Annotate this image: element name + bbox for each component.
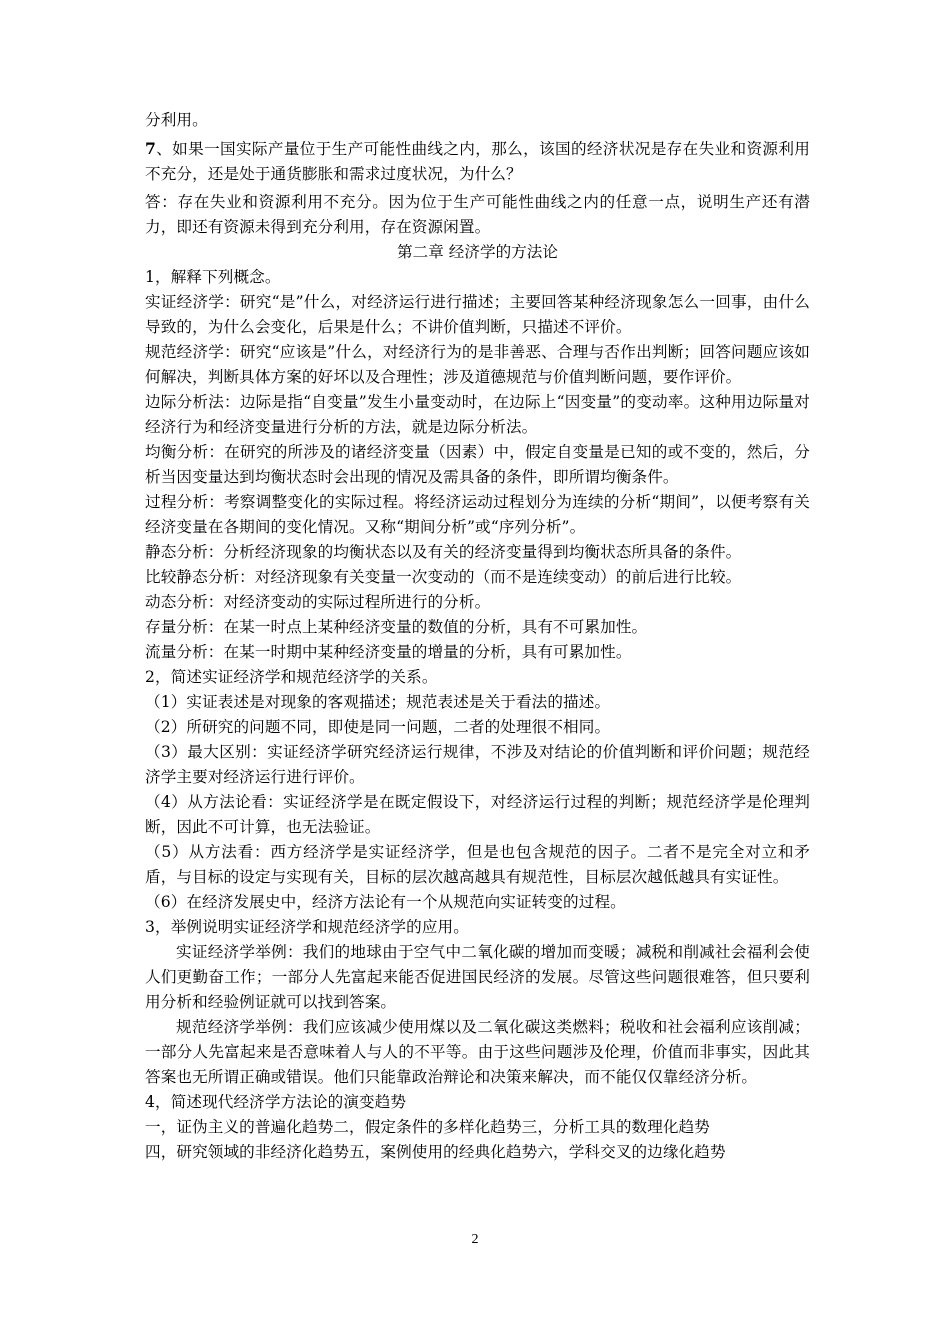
definition-flow-analysis: 流量分析：在某一时期中某种经济变量的增量的分析，具有可累加性。 — [145, 643, 632, 661]
definition-comparative-static: 比较静态分析：对经济现象有关变量一次变动的（而不是连续变动）的前后进行比较。 — [145, 568, 742, 586]
continuation-line: 分利用。 — [145, 111, 208, 129]
chapter-title: 第二章 经济学的方法论 — [397, 243, 558, 261]
definition-positive-economics: 实证经济学：研究“是”什么，对经济运行进行描述；主要回答某种经济现象怎么一回事，由什么导致的，为什么会变化，后果是什么；不讲价值判断，只描述不评价。 — [145, 293, 810, 336]
definition-static-analysis: 静态分析：分析经济现象的均衡状态以及有关的经济变量得到均衡状态所具备的条件。 — [145, 543, 742, 561]
definition-process-analysis: 过程分析：考察调整变化的实际过程。将经济运动过程划分为连续的分析“期间”，以便考察有关经济变量在各期间的变化情况。又称“期间分析”或“序列分析”。 — [145, 493, 810, 536]
relation-item: （4）从方法论看：实证经济学是在既定假设下，对经济运行过程的判断；规范经济学是伦理判断，因此不可计算，也无法验证。 — [145, 793, 810, 836]
definition-marginal-analysis: 边际分析法：边际是指“自变量”发生小量变动时，在边际上“因变量”的变动率。这种用边际量对经济行为和经济变量进行分析的方法，就是边际分析法。 — [145, 393, 810, 436]
definition-stock-analysis: 存量分析：在某一时点上某种经济变量的数值的分析，具有不可累加性。 — [145, 618, 648, 636]
section-4-heading: 4，简述现代经济学方法论的演变趋势 — [145, 1093, 407, 1111]
relation-item: （6）在经济发展史中，经济方法论有一个从规范向实证转变的过程。 — [145, 893, 626, 911]
section-3-heading: 3，举例说明实证经济学和规范经济学的应用。 — [145, 918, 469, 936]
normative-example: 规范经济学举例：我们应该减少使用煤以及二氧化碳这类燃料；税收和社会福利应该削减；一部分人先富起来是否意味着人与人的不平等。由于这些问题涉及伦理，价值而非事实，因此其答案也无所谓正确或错误。他们只能靠政治辩论和决策来解决，而不能仅仅靠经济分析。 — [145, 1018, 810, 1086]
trend-line-1: 一，证伪主义的普遍化趋势二，假定条件的多样化趋势三，分析工具的数理化趋势 — [145, 1118, 710, 1136]
positive-example: 实证经济学举例：我们的地球由于空气中二氧化碳的增加而变暖；减税和削减社会福利会使人们更勤奋工作；一部分人先富起来能否促进国民经济的发展。尽管这些问题很难答，但只要利用分析和经验例证就可以找到答案。 — [145, 943, 810, 1011]
section-2-heading: 2，简述实证经济学和规范经济学的关系。 — [145, 668, 438, 686]
relation-item: （3）最大区别：实证经济学研究经济运行规律，不涉及对结论的价值判断和评价问题；规范经济学主要对经济运行进行评价。 — [145, 743, 810, 786]
section-1-heading: 1，解释下列概念。 — [145, 268, 281, 286]
trend-line-2: 四，研究领域的非经济化趋势五，案例使用的经典化趋势六，学科交叉的边缘化趋势 — [145, 1143, 726, 1161]
relation-item: （5）从方法看：西方经济学是实证经济学，但是也包含规范的因子。二者不是完全对立和矛盾，与目标的设定与实现有关，目标的层次越高越具有规范性，目标层次越低越具有实证性。 — [145, 843, 810, 886]
question-text: 、如果一国实际产量位于生产可能性曲线之内，那么，该国的经济状况是存在失业和资源利用不充分，还是处于通货膨胀和需求过度状况，为什么？ — [145, 140, 810, 183]
question-number: 7 — [145, 139, 156, 158]
page-number: 2 — [471, 1232, 479, 1247]
answer-7: 答：存在失业和资源利用不充分。因为位于生产可能性曲线之内的任意一点，说明生产还有潜力，即还有资源未得到充分利用，存在资源闲置。 — [145, 193, 810, 236]
relation-item: （1）实证表述是对现象的客观描述；规范表述是关于看法的描述。 — [145, 693, 611, 711]
relation-item: （2）所研究的问题不同，即使是同一问题，二者的处理很不相同。 — [145, 718, 611, 736]
document-page — [145, 108, 810, 1165]
definition-dynamic-analysis: 动态分析：对经济变动的实际过程所进行的分析。 — [145, 593, 491, 611]
definition-equilibrium-analysis: 均衡分析：在研究的所涉及的诸经济变量（因素）中，假定自变量是已知的或不变的，然后，分析当因变量达到均衡状态时会出现的情况及需具备的条件，即所谓均衡条件。 — [145, 443, 810, 486]
definition-normative-economics: 规范经济学：研究“应该是”什么，对经济行为的是非善恶、合理与否作出判断；回答问题应该如何解决，判断具体方案的好坏以及合理性；涉及道德规范与价值判断问题，要作评价。 — [145, 343, 810, 386]
question-7 — [145, 136, 810, 187]
